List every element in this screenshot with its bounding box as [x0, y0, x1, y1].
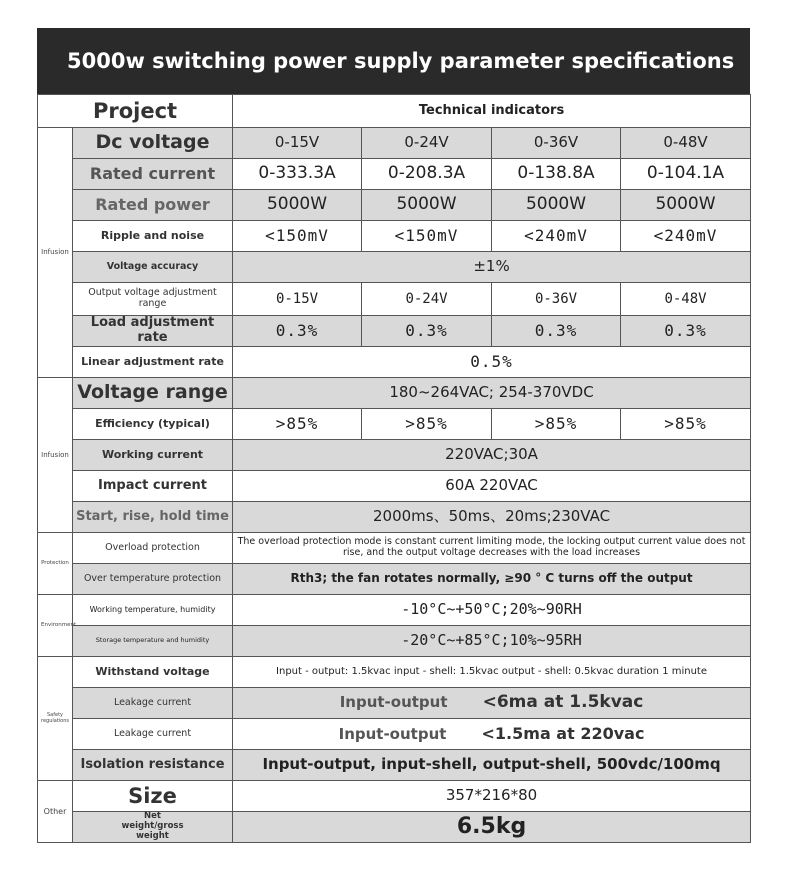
row-label-linear-adjustment: Linear adjustment rate	[73, 347, 233, 378]
cell: 2000ms、50ms、20ms;230VAC	[233, 502, 751, 533]
category-environment: Environment	[38, 595, 73, 657]
cell: 0-15V	[233, 283, 362, 316]
cell: 0-104.1A	[621, 159, 751, 190]
category-safety: Safety regulations	[38, 657, 73, 781]
table-row	[38, 471, 751, 502]
row-label-withstand: Withstand voltage	[73, 657, 233, 688]
table-row	[38, 347, 751, 378]
cell: 357*216*80	[233, 781, 751, 812]
cell: <150mV	[233, 221, 362, 252]
row-label-rated-current: Rated current	[73, 159, 233, 190]
row-label-working-temperature: Working temperature, humidity	[73, 595, 233, 626]
cell: 0-48V	[621, 128, 751, 159]
category-other: Other	[38, 781, 73, 843]
table-row	[38, 502, 751, 533]
cell: >85%	[233, 409, 362, 440]
row-label-load-adjustment: Load adjustment rate	[73, 316, 233, 347]
table-row	[38, 750, 751, 781]
cell: 0.5%	[233, 347, 751, 378]
row-label-weight: Net weight/gross weight	[73, 812, 233, 843]
row-label-start-time: Start, rise, hold time	[73, 502, 233, 533]
table-row	[38, 657, 751, 688]
category-protection: Protection	[38, 533, 73, 595]
leakage-1-part-a: Input-output	[339, 693, 448, 712]
cell: Rth3; the fan rotates normally, ≥90 ° C turns off the output	[233, 564, 751, 595]
cell: Input-output, input-shell, output-shell, 500vdc/100mq	[233, 750, 751, 781]
cell: >85%	[492, 409, 621, 440]
cell: 0-138.8A	[492, 159, 621, 190]
row-label-dc-voltage: Dc voltage	[73, 128, 233, 159]
table-row	[38, 252, 751, 283]
table-row	[38, 781, 751, 812]
cell: 0-15V	[233, 128, 362, 159]
cell: 180~264VAC; 254-370VDC	[233, 378, 751, 409]
cell: >85%	[621, 409, 751, 440]
category-infusion-2: Infusion	[38, 378, 73, 533]
table-row	[38, 159, 751, 190]
cell: 0-333.3A	[233, 159, 362, 190]
table-row	[38, 316, 751, 347]
row-label-storage-temperature: Storage temperature and humidity	[73, 626, 233, 657]
row-label-impact-current: Impact current	[73, 471, 233, 502]
table-row	[38, 283, 751, 316]
cell: 5000W	[362, 190, 492, 221]
row-label-leakage-2: Leakage current	[73, 719, 233, 750]
cell: -10°C~+50°C;20%~90RH	[233, 595, 751, 626]
cell: Input - output: 1.5kvac input - shell: 1.5kvac output - shell: 0.5kvac duration 1 minute	[233, 657, 751, 688]
table-row	[38, 564, 751, 595]
cell: 0-36V	[492, 283, 621, 316]
table-row	[38, 221, 751, 252]
row-label-over-temperature: Over temperature protection	[73, 564, 233, 595]
cell: 5000W	[233, 190, 362, 221]
row-label-output-adjustment: Output voltage adjustment range	[73, 283, 233, 316]
table-row	[38, 190, 751, 221]
cell: 0.3%	[492, 316, 621, 347]
row-label-isolation: Isolation resistance	[73, 750, 233, 781]
cell: -20°C~+85°C;10%~95RH	[233, 626, 751, 657]
project-header: Project	[38, 95, 233, 128]
cell: ±1%	[233, 252, 751, 283]
spec-table	[37, 94, 751, 843]
table-header-row	[38, 95, 751, 128]
row-label-size: Size	[73, 781, 233, 812]
cell: 0-48V	[621, 283, 751, 316]
leakage-1-cell	[233, 688, 751, 719]
technical-header: Technical indicators	[233, 95, 751, 128]
cell: 220VAC;30A	[233, 440, 751, 471]
table-row	[38, 595, 751, 626]
row-label-efficiency: Efficiency (typical)	[73, 409, 233, 440]
row-label-voltage-range: Voltage range	[73, 378, 233, 409]
cell: <240mV	[621, 221, 751, 252]
cell: 0.3%	[621, 316, 751, 347]
table-row	[38, 440, 751, 471]
row-label-voltage-accuracy: Voltage accuracy	[73, 252, 233, 283]
cell: >85%	[362, 409, 492, 440]
cell: 0-24V	[362, 128, 492, 159]
cell: 0.3%	[233, 316, 362, 347]
table-row	[38, 409, 751, 440]
leakage-2-part-a: Input-output	[338, 724, 447, 743]
cell: The overload protection mode is constant current limiting mode, the locking output current value does not rise, and the output voltage decreases with the load increases	[233, 533, 751, 564]
cell: 0-24V	[362, 283, 492, 316]
table-row	[38, 626, 751, 657]
table-row	[38, 688, 751, 719]
category-infusion: Infusion	[38, 128, 73, 378]
table-row	[38, 378, 751, 409]
cell: 6.5kg	[233, 812, 751, 843]
cell: <240mV	[492, 221, 621, 252]
row-label-overload: Overload protection	[73, 533, 233, 564]
leakage-1-part-b: <6ma at 1.5kvac	[482, 692, 644, 713]
page-title: 5000w switching power supply parameter specifications	[67, 49, 735, 73]
row-label-leakage-1: Leakage current	[73, 688, 233, 719]
leakage-2-cell	[233, 719, 751, 750]
cell: 0-36V	[492, 128, 621, 159]
cell: 60A 220VAC	[233, 471, 751, 502]
row-label-working-current: Working current	[73, 440, 233, 471]
cell: 0-208.3A	[362, 159, 492, 190]
cell: 5000W	[621, 190, 751, 221]
cell: <150mV	[362, 221, 492, 252]
table-row	[38, 812, 751, 843]
table-row	[38, 719, 751, 750]
cell: 0.3%	[362, 316, 492, 347]
title-banner	[37, 28, 750, 94]
leakage-2-part-b: <1.5ma at 220vac	[481, 723, 645, 743]
row-label-ripple: Ripple and noise	[73, 221, 233, 252]
row-label-rated-power: Rated power	[73, 190, 233, 221]
table-row	[38, 533, 751, 564]
table-row	[38, 128, 751, 159]
cell: 5000W	[492, 190, 621, 221]
